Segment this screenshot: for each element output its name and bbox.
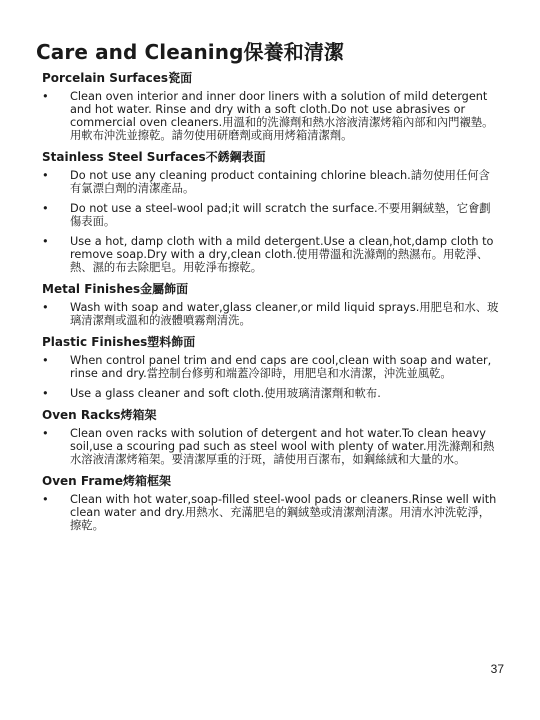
- bullet: •: [42, 202, 49, 215]
- list-item-text: Do not use any cleaning product containing chlorine bleach.請勿使用任何含有氯漂白劑的清潔產品。: [70, 169, 490, 195]
- list-item-text: Use a hot, damp cloth with a mild detergent.Use a clean,hot,damp cloth to remove soap.Dry with a dry,clean cloth.使用帶溫和洗滌劑的熱濕布。用乾淨、熱、濕的布去除肥皂。用乾淨布擦乾。: [70, 235, 494, 274]
- section-stainless-steel: [42, 149, 500, 274]
- section-heading: Metal Finishes金屬飾面: [42, 282, 189, 296]
- bullet: •: [42, 90, 49, 103]
- section-heading: Porcelain Surfaces瓷面: [42, 71, 193, 85]
- section-oven-frame: [42, 473, 500, 532]
- list-item-text: Do not use a steel-wool pad;it will scratch the surface.不要用鋼絨墊，它會劃傷表面。: [70, 202, 491, 228]
- list-item-text: Clean oven racks with solution of detergent and hot water.To clean heavy soil,use a scouring pad such as steel wool with plenty of water.用洗滌劑和熱水溶液清潔烤箱架。要清潔厚重的汙斑，請使用百潔布，如鋼絲絨和大量的水。: [70, 427, 495, 466]
- section-heading: Oven Frame烤箱框架: [42, 474, 171, 488]
- list-item: [42, 427, 500, 466]
- bullet: •: [42, 169, 49, 182]
- bullet: •: [42, 427, 49, 440]
- content: [42, 70, 500, 539]
- section-oven-racks: [42, 407, 500, 466]
- bullet: •: [42, 301, 49, 314]
- list-item: [42, 202, 500, 228]
- section-heading: Stainless Steel Surfaces不銹鋼表面: [42, 150, 266, 164]
- list-item-text: When control panel trim and end caps are cool,clean with soap and water, rinse and dry.當控制台修剪和端蓋冷卻時，用肥皂和水清潔，沖洗並風乾。: [70, 354, 492, 380]
- list-item: [42, 354, 500, 380]
- section-plastic-finishes: [42, 334, 500, 400]
- list-item-text: Clean oven interior and inner door liners with a solution of mild detergent and hot water. Rinse and dry with a soft cloth.Do not use abrasives or commercial oven cleaners.用溫和的洗滌劑和熱水溶液清潔烤箱內部和內門襯墊。 用軟布沖洗並擦乾。請勿使用研磨劑或商用烤箱清潔劑。: [70, 90, 494, 142]
- section-metal-finishes: [42, 281, 500, 327]
- section-porcelain: [42, 70, 500, 142]
- list-item: [42, 90, 500, 142]
- list-item: [42, 493, 500, 532]
- list-item-text: Clean with hot water,soap-filled steel-wool pads or cleaners.Rinse well with clean water and dry.用熱水、充滿肥皂的鋼絨墊或清潔劑清潔。用清水沖洗乾淨，擦乾。: [70, 493, 497, 532]
- list-item: [42, 387, 500, 400]
- bullet: •: [42, 493, 49, 506]
- bullet: •: [42, 235, 49, 248]
- bullet: •: [42, 354, 49, 367]
- list-item-text: Use a glass cleaner and soft cloth.使用玻璃清潔劑和軟布.: [70, 387, 381, 400]
- page-number: 37: [490, 662, 504, 676]
- list-item: [42, 169, 500, 195]
- list-item-text: Wash with soap and water,glass cleaner,or mild liquid sprays.用肥皂和水、玻璃清潔劑或溫和的液體噴霧劑清洗。: [70, 301, 499, 327]
- section-heading: Plastic Finishes塑料飾面: [42, 335, 196, 349]
- page-title: Care and Cleaning保養和清潔: [36, 40, 345, 64]
- list-item: [42, 301, 500, 327]
- bullet: •: [42, 387, 49, 400]
- list-item: [42, 235, 500, 274]
- section-heading: Oven Racks烤箱架: [42, 408, 157, 422]
